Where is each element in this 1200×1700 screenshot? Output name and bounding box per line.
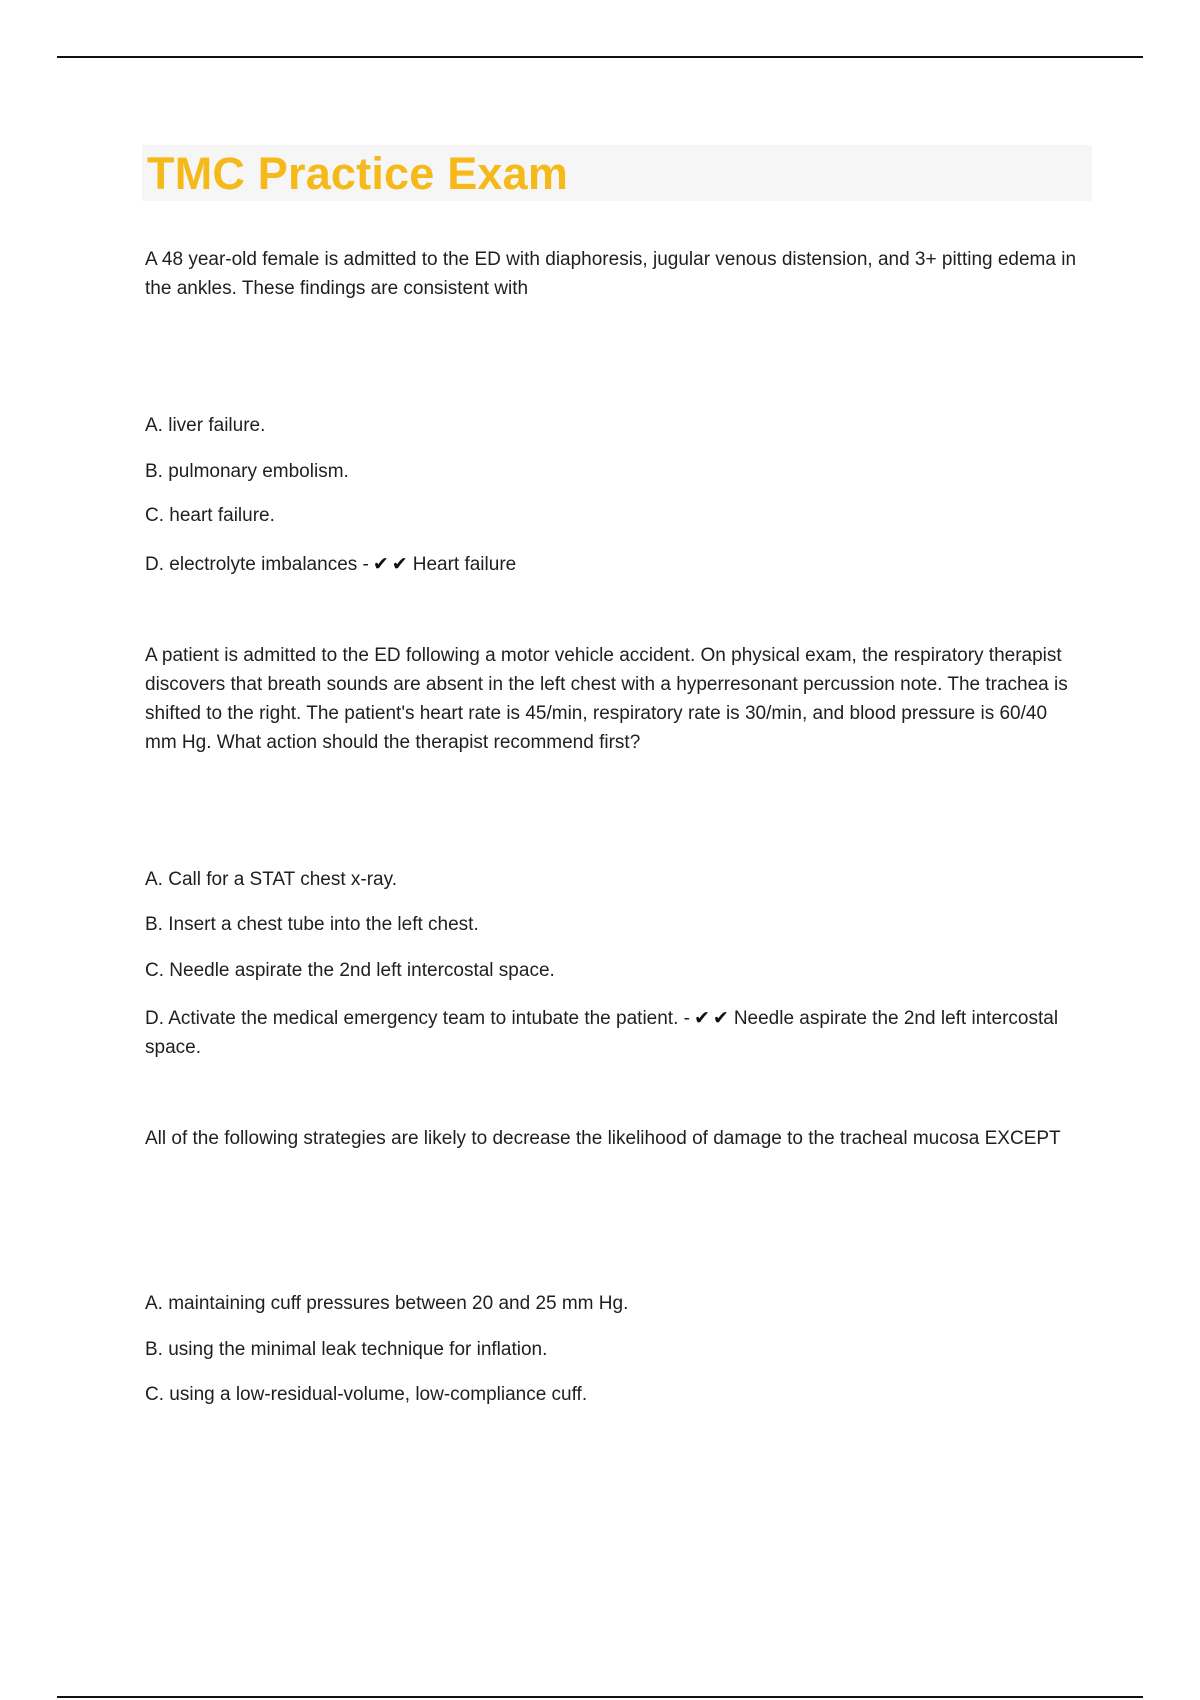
question-2-option-a: A. Call for a STAT chest x-ray. — [145, 869, 397, 890]
question-1-option-a: A. liver failure. — [145, 415, 266, 436]
question-3-text: All of the following strategies are likely to decrease the likelihood of damage to the tracheal mucosa EXCEPT — [145, 1128, 1061, 1149]
question-1 — [145, 245, 1080, 303]
question-2-option-c: C. Needle aspirate the 2nd left intercostal space. — [145, 960, 555, 981]
question-2-answer: Needle aspirate the 2nd left intercostal space. — [145, 1008, 1059, 1058]
question-1-answer: Heart failure — [412, 554, 517, 575]
page-title: TMC Practice Exam — [147, 147, 569, 199]
question-3-option-c: C. using a low-residual-volume, low-compliance cuff. — [145, 1384, 588, 1405]
top-divider — [57, 56, 1143, 58]
question-1-option-d-label: D. electrolyte imbalances - — [145, 554, 369, 575]
question-3 — [145, 1124, 1080, 1153]
question-3-option-b: B. using the minimal leak technique for inflation. — [145, 1339, 548, 1360]
question-1-option-b: B. pulmonary embolism. — [145, 461, 349, 482]
question-2-option-b: B. Insert a chest tube into the left chest. — [145, 914, 479, 935]
question-2-option-d — [145, 1004, 1080, 1062]
checkmark-icon: ✔✔ — [693, 1008, 732, 1029]
checkmark-icon: ✔✔ — [372, 554, 411, 575]
title-band — [142, 145, 1092, 201]
question-1-option-d — [145, 550, 1080, 579]
question-3-option-a: A. maintaining cuff pressures between 20 and 25 mm Hg. — [145, 1293, 629, 1314]
question-1-option-c: C. heart failure. — [145, 505, 275, 526]
question-2-option-d-label: D. Activate the medical emergency team to intubate the patient. - — [145, 1008, 690, 1029]
question-2 — [145, 641, 1080, 757]
bottom-divider — [57, 1696, 1143, 1698]
question-1-text: A 48 year-old female is admitted to the ED with diaphoresis, jugular venous distension, and 3+ pitting edema in the ankles. These findings are consistent with — [145, 249, 1077, 299]
question-2-text: A patient is admitted to the ED following a motor vehicle accident. On physical exam, the respiratory therapist discovers that breath sounds are absent in the left chest with a hyperresonant percussion note. The trachea is shifted to the right. The patient's heart rate is 45/min, respiratory rate is 30/min, and blood pressure is 60/40 mm Hg. What action should the therapist recommend first? — [145, 645, 1068, 753]
